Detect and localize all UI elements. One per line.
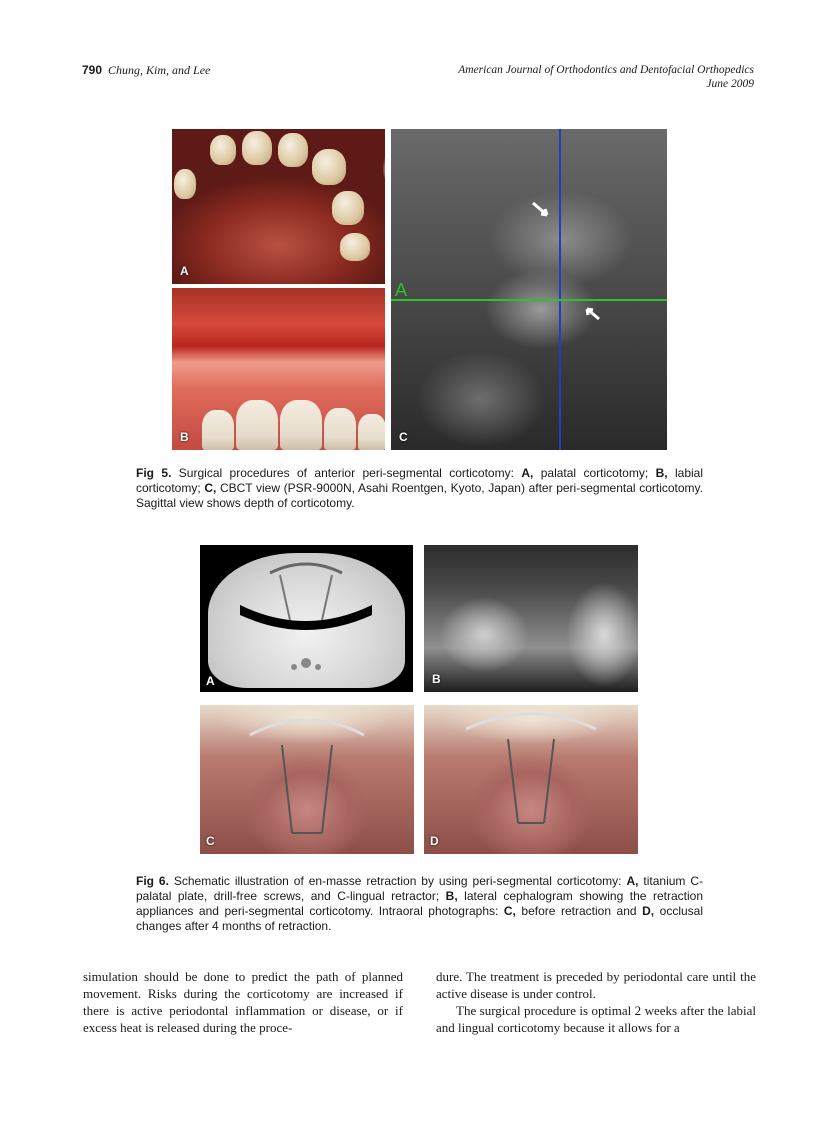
caption-text: labial corticotomy; bbox=[136, 466, 703, 495]
running-header-left bbox=[82, 63, 210, 78]
appliance-drawing bbox=[200, 545, 413, 692]
body-paragraph: dure. The treatment is preceded by periodontal care until the active disease is under control. bbox=[436, 969, 756, 1001]
issue-date: June 2009 bbox=[706, 78, 754, 90]
caption-text: before retraction and bbox=[515, 904, 643, 918]
body-paragraph: The surgical procedure is optimal 2 weeks after the labial and lingual corticotomy because it allows for a bbox=[436, 1003, 756, 1035]
running-header-right bbox=[458, 63, 754, 91]
body-column-right bbox=[436, 968, 756, 1036]
figure5-label-b: B bbox=[180, 430, 189, 444]
figure5-caption bbox=[136, 466, 703, 511]
figure6-panel-c-photo bbox=[200, 705, 414, 854]
cbct-overlay bbox=[391, 129, 667, 450]
cbct-plane-label: A bbox=[395, 280, 408, 300]
figure6-panel-d-photo bbox=[424, 705, 638, 854]
caption-text: occlusal changes after 4 months of retraction. bbox=[136, 904, 704, 933]
caption-text: CBCT view (PSR-9000N, Asahi Roentgen, Kyoto, Japan) after peri-segmental corticotomy. Sagittal view shows depth of corticotomy. bbox=[136, 481, 703, 510]
body-paragraph: simulation should be done to predict the path of planned movement. Risks during the corticotomy are increased if there is active periodontal inflammation or disease, or if excess heat is released during the proce- bbox=[83, 969, 403, 1035]
retractor-wire bbox=[200, 705, 414, 854]
caption-panel-ref: D, bbox=[642, 904, 655, 918]
figure6-panel-a-illustration bbox=[200, 545, 413, 692]
figure5-label-c: C bbox=[399, 430, 408, 444]
figure6-label-a: A bbox=[206, 674, 215, 688]
arrow-icon bbox=[533, 203, 547, 215]
caption-panel-ref: B, bbox=[445, 889, 458, 903]
caption-panel-ref: C, bbox=[204, 481, 217, 495]
figure6-panel-b-cephalogram bbox=[424, 545, 638, 692]
caption-panel-ref: A, bbox=[521, 466, 534, 480]
figure6-caption-lead: Fig 6. bbox=[136, 874, 169, 888]
caption-text: Surgical procedures of anterior peri-segmental corticotomy: bbox=[171, 466, 522, 480]
caption-text: titanium C-palatal plate, drill-free screws, and C-lingual retractor; bbox=[136, 874, 703, 903]
figure6-caption bbox=[136, 874, 703, 934]
author-names: Chung, Kim, and Lee bbox=[108, 63, 211, 77]
arrow-icon bbox=[587, 309, 599, 319]
caption-panel-ref: A, bbox=[626, 874, 639, 888]
retractor-wire bbox=[424, 705, 638, 854]
figure5-panel-b-photo bbox=[172, 288, 385, 450]
figure5-panel-c-cbct bbox=[391, 129, 667, 450]
page-number: 790 bbox=[82, 63, 103, 77]
figure5-caption-lead: Fig 5. bbox=[136, 466, 172, 480]
figure5-panel-a-photo bbox=[172, 129, 385, 284]
figure5-label-a: A bbox=[180, 264, 189, 278]
caption-text: Schematic illustration of en-masse retraction by using peri-segmental corticotomy: bbox=[168, 874, 627, 888]
figure6-label-c: C bbox=[206, 834, 215, 848]
body-column-left bbox=[83, 968, 403, 1036]
caption-text: palatal corticotomy; bbox=[533, 466, 656, 480]
journal-name: American Journal of Orthodontics and Dentofacial Orthopedics bbox=[458, 64, 754, 76]
figure6-label-d: D bbox=[430, 834, 439, 848]
figure6-label-b: B bbox=[432, 672, 441, 686]
caption-panel-ref: C, bbox=[503, 904, 516, 918]
caption-text: lateral cephalogram showing the retraction appliances and peri-segmental corticotomy. Intraoral photographs: bbox=[136, 889, 703, 918]
caption-panel-ref: B, bbox=[655, 466, 668, 480]
